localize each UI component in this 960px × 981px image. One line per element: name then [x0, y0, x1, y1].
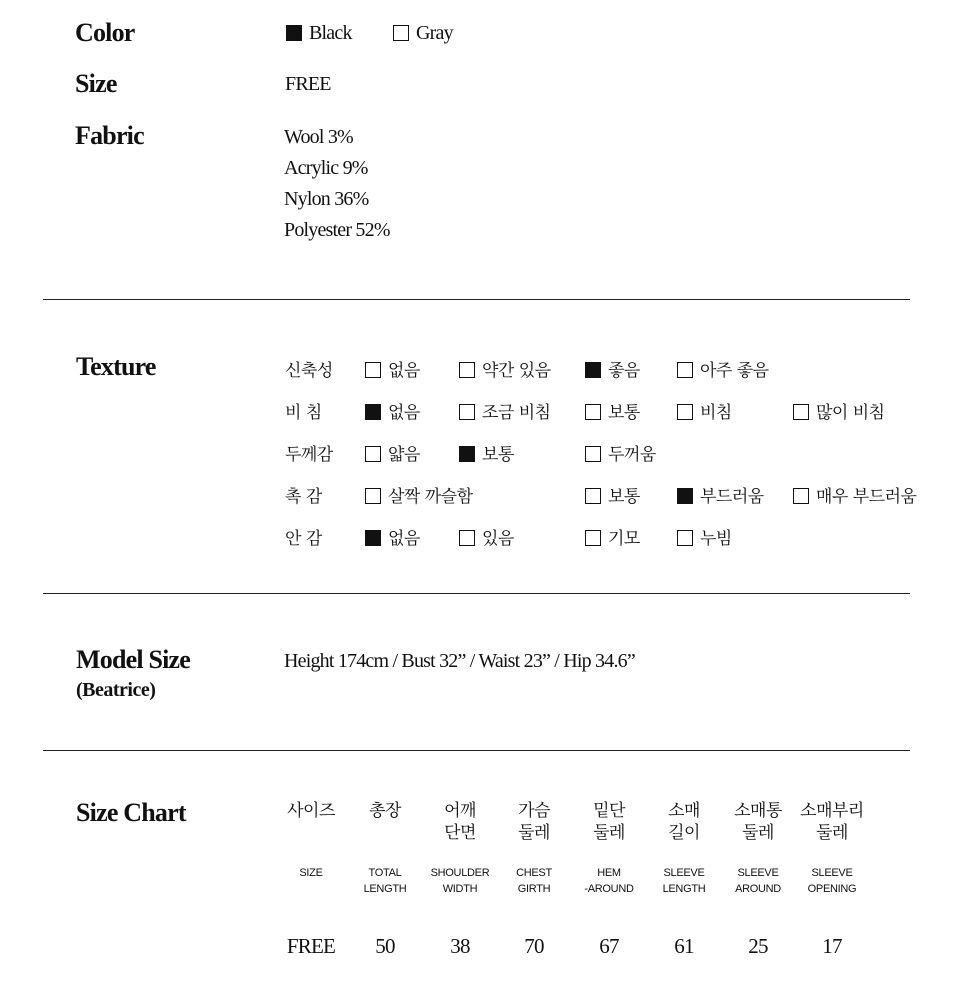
size-chart-value: 25: [748, 934, 768, 958]
size-chart-header-kr: 소매통 둘레: [734, 801, 782, 843]
checkbox-empty-icon: [677, 404, 693, 420]
texture-option: [365, 482, 473, 507]
checkbox-empty-icon: [677, 530, 693, 546]
checkbox-checked-icon: [365, 530, 381, 546]
texture-option-label: 조금 비침: [482, 403, 551, 423]
texture-option: [585, 482, 640, 507]
texture-option: [585, 440, 656, 465]
checkbox-empty-icon: [393, 25, 409, 41]
size-chart-value: 17: [822, 934, 842, 958]
size-chart-header-kr: 밑단 둘레: [593, 801, 625, 843]
fabric-item: Nylon 36%: [284, 188, 369, 210]
size-chart-header-en: HEM -AROUND: [584, 867, 634, 895]
texture-option-label: 좋음: [608, 361, 640, 381]
size-chart-header-en: TOTAL LENGTH: [363, 867, 407, 895]
texture-option: [677, 482, 764, 507]
model-size-label: Model Size: [76, 645, 191, 674]
size-chart-value: 70: [524, 934, 544, 958]
texture-row-name: 촉 감: [285, 487, 322, 507]
size-chart-header-en: SLEEVE AROUND: [735, 867, 781, 895]
texture-option: [677, 398, 732, 423]
texture-row-name: 신축성: [285, 361, 333, 381]
size-chart-value: FREE: [286, 934, 336, 958]
texture-option-label: 있음: [482, 529, 514, 549]
checkbox-empty-icon: [585, 488, 601, 504]
size-chart-value: 67: [599, 934, 619, 958]
texture-option: [365, 524, 420, 549]
size-chart-header-kr: 사이즈: [287, 801, 335, 821]
model-stats: Height 174cm / Bust 32” / Waist 23” / Hip 34.6”: [284, 650, 635, 672]
size-chart-header-kr: 가슴 둘레: [518, 801, 550, 843]
texture-option-label: 비침: [700, 403, 732, 423]
checkbox-empty-icon: [585, 446, 601, 462]
texture-row-name: 안 감: [285, 529, 322, 549]
texture-option-label: 많이 비침: [816, 403, 885, 423]
checkbox-checked-icon: [677, 488, 693, 504]
texture-option-label: 부드러움: [700, 487, 764, 507]
checkbox-checked-icon: [365, 404, 381, 420]
texture-option-label: 아주 좋음: [700, 361, 769, 381]
texture-option: [365, 440, 420, 465]
size-chart-header-kr: 소매부리 둘레: [800, 801, 864, 843]
texture-option: [585, 356, 640, 381]
texture-option-label: 없음: [388, 361, 420, 381]
texture-option: [677, 524, 732, 549]
size-chart-header-en: SLEEVE LENGTH: [662, 867, 706, 895]
texture-option: [793, 398, 885, 423]
size-chart-header-en: SIZE: [299, 867, 323, 879]
texture-option-label: 누빔: [700, 529, 732, 549]
divider: [43, 593, 910, 594]
checkbox-empty-icon: [585, 530, 601, 546]
size-chart-value: 61: [674, 934, 694, 958]
texture-option: [585, 398, 640, 423]
size-chart-header-en: CHEST GIRTH: [516, 867, 552, 895]
color-option-black: Black: [286, 22, 352, 45]
checkbox-empty-icon: [365, 362, 381, 378]
texture-option-label: 얇음: [388, 445, 420, 465]
size-chart-header-kr: 어깨 단면: [444, 801, 476, 843]
texture-option-label: 기모: [608, 529, 640, 549]
checkbox-empty-icon: [459, 404, 475, 420]
texture-option-label: 보통: [608, 487, 640, 507]
size-chart-header-en: SLEEVE OPENING: [807, 867, 857, 895]
divider: [43, 750, 910, 751]
size-label: Size: [75, 69, 117, 98]
texture-option: [459, 356, 551, 381]
texture-option-label: 약간 있음: [482, 361, 551, 381]
texture-option-label: 살짝 까슬함: [388, 487, 473, 507]
fabric-item: Acrylic 9%: [284, 157, 368, 179]
checkbox-empty-icon: [365, 446, 381, 462]
texture-option: [365, 356, 420, 381]
checkbox-checked-icon: [286, 25, 302, 41]
texture-option-label: 보통: [608, 403, 640, 423]
texture-option-label: 없음: [388, 529, 420, 549]
model-name: (Beatrice): [76, 679, 156, 701]
texture-option: [365, 398, 420, 423]
size-chart-header-kr: 소매 길이: [668, 801, 700, 843]
texture-option: [459, 524, 514, 549]
texture-option: [585, 524, 640, 549]
color-option-gray: Gray: [393, 22, 453, 45]
texture-option-label: 매우 부드러움: [816, 487, 917, 507]
size-chart-value: 50: [375, 934, 395, 958]
fabric-label: Fabric: [75, 121, 144, 150]
texture-row-name: 비 침: [285, 403, 322, 423]
size-value: FREE: [285, 73, 331, 95]
checkbox-empty-icon: [793, 488, 809, 504]
fabric-item: Polyester 52%: [284, 219, 390, 241]
size-chart-header-kr: 총장: [369, 801, 401, 821]
size-chart-value: 38: [450, 934, 470, 958]
texture-label: Texture: [76, 352, 156, 381]
checkbox-empty-icon: [459, 362, 475, 378]
fabric-item: Wool 3%: [284, 126, 353, 148]
texture-option-label: 없음: [388, 403, 420, 423]
checkbox-empty-icon: [677, 362, 693, 378]
texture-option-label: 두꺼움: [608, 445, 656, 465]
color-label: Color: [75, 18, 135, 47]
checkbox-checked-icon: [459, 446, 475, 462]
texture-option: [459, 440, 514, 465]
divider: [43, 299, 910, 300]
texture-option: [459, 398, 551, 423]
texture-row-name: 두께감: [285, 445, 333, 465]
checkbox-empty-icon: [365, 488, 381, 504]
checkbox-empty-icon: [585, 404, 601, 420]
checkbox-empty-icon: [793, 404, 809, 420]
checkbox-checked-icon: [585, 362, 601, 378]
checkbox-empty-icon: [459, 530, 475, 546]
size-chart-label: Size Chart: [76, 798, 186, 827]
texture-option-label: 보통: [482, 445, 514, 465]
size-chart-header-en: SHOULDER WIDTH: [430, 867, 490, 895]
texture-option: [677, 356, 769, 381]
texture-option: [793, 482, 916, 507]
